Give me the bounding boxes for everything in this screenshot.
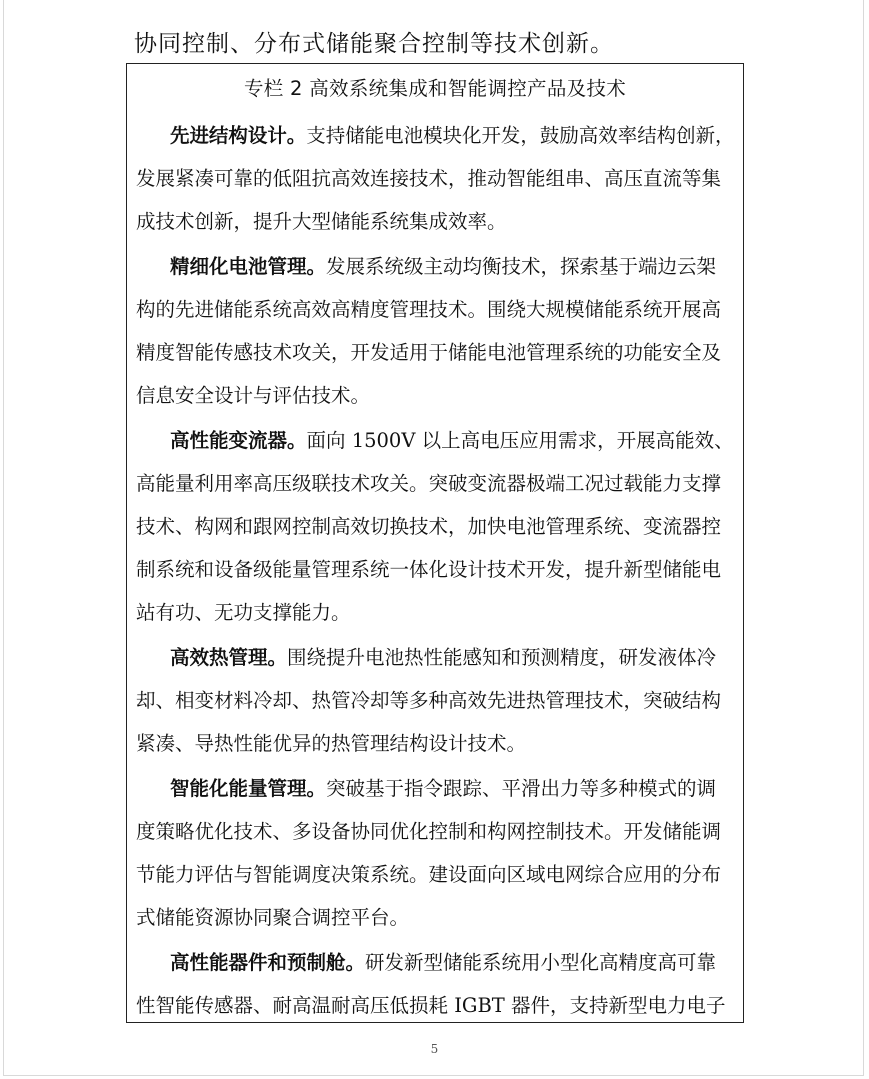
section-line: 性智能传感器、耐高温耐高压低损耗 IGBT 器件，支持新型电力电子 — [136, 994, 726, 1017]
section-heading: 先进结构设计。 — [170, 124, 307, 147]
section-text: 支持储能电池模块化开发，鼓励高效率结构创新， — [306, 124, 735, 147]
section-line: 构的先进储能系统高效高精度管理技术。围绕大规模储能系统开展高 — [136, 298, 722, 321]
lead-paragraph-tail: 协同控制、分布式储能聚合控制等技术创新。 — [134, 31, 614, 57]
section-line: 式储能资源协同聚合调控平台。 — [136, 906, 410, 929]
section-line: 节能力评估与智能调度决策系统。建设面向区域电网综合应用的分布 — [136, 863, 722, 886]
section-text: 发展系统级主动均衡技术，探索基于端边云架 — [326, 255, 717, 278]
section-heading: 精细化电池管理。 — [170, 255, 327, 278]
column-box — [126, 63, 744, 1023]
section-text: 围绕提升电池热性能感知和预测精度，研发液体冷 — [287, 646, 717, 669]
section-first-line — [170, 116, 735, 156]
section-line: 高能量利用率高压级联技术攻关。突破变流器极端工况过载能力支撑 — [136, 472, 722, 495]
section-first-line — [170, 247, 716, 287]
section-line: 站有功、无功支撑能力。 — [136, 601, 351, 624]
section-line: 却、相变材料冷却、热管冷却等多种高效先进热管理技术，突破结构 — [136, 689, 722, 712]
section-line: 制系统和设备级能量管理系统一体化设计技术开发，提升新型储能电 — [136, 558, 722, 581]
section-line: 发展紧凑可靠的低阻抗高效连接技术，推动智能组串、高压直流等集 — [136, 167, 722, 190]
section-text: 研发新型储能系统用小型化高精度高可靠 — [365, 951, 717, 974]
section-heading: 智能化能量管理。 — [170, 777, 327, 800]
section-heading: 高性能器件和预制舱。 — [170, 951, 366, 974]
section-line: 紧凑、导热性能优异的热管理结构设计技术。 — [136, 732, 527, 755]
section-first-line — [170, 638, 716, 678]
section-line: 信息安全设计与评估技术。 — [136, 384, 371, 407]
section-heading: 高性能变流器。 — [170, 429, 307, 452]
section-line: 精度智能传感技术攻关，开发适用于储能电池管理系统的功能安全及 — [136, 341, 722, 364]
section-line: 成技术创新，提升大型储能系统集成效率。 — [136, 210, 507, 233]
section-first-line — [170, 769, 716, 809]
section-line: 度策略优化技术、多设备协同优化控制和构网控制技术。开发储能调 — [136, 820, 722, 843]
column-box-title: 专栏 2 高效系统集成和智能调控产品及技术 — [243, 77, 627, 100]
section-first-line — [170, 943, 716, 983]
section-first-line — [170, 421, 734, 461]
section-text: 突破基于指令跟踪、平滑出力等多种模式的调 — [326, 777, 717, 800]
section-line: 技术、构网和跟网控制高效切换技术，加快电池管理系统、变流器控 — [136, 515, 722, 538]
section-heading: 高效热管理。 — [170, 646, 288, 669]
section-text: 面向 1500V 以上高电压应用需求，开展高能效、 — [306, 429, 734, 452]
page-number: 5 — [430, 1042, 439, 1056]
